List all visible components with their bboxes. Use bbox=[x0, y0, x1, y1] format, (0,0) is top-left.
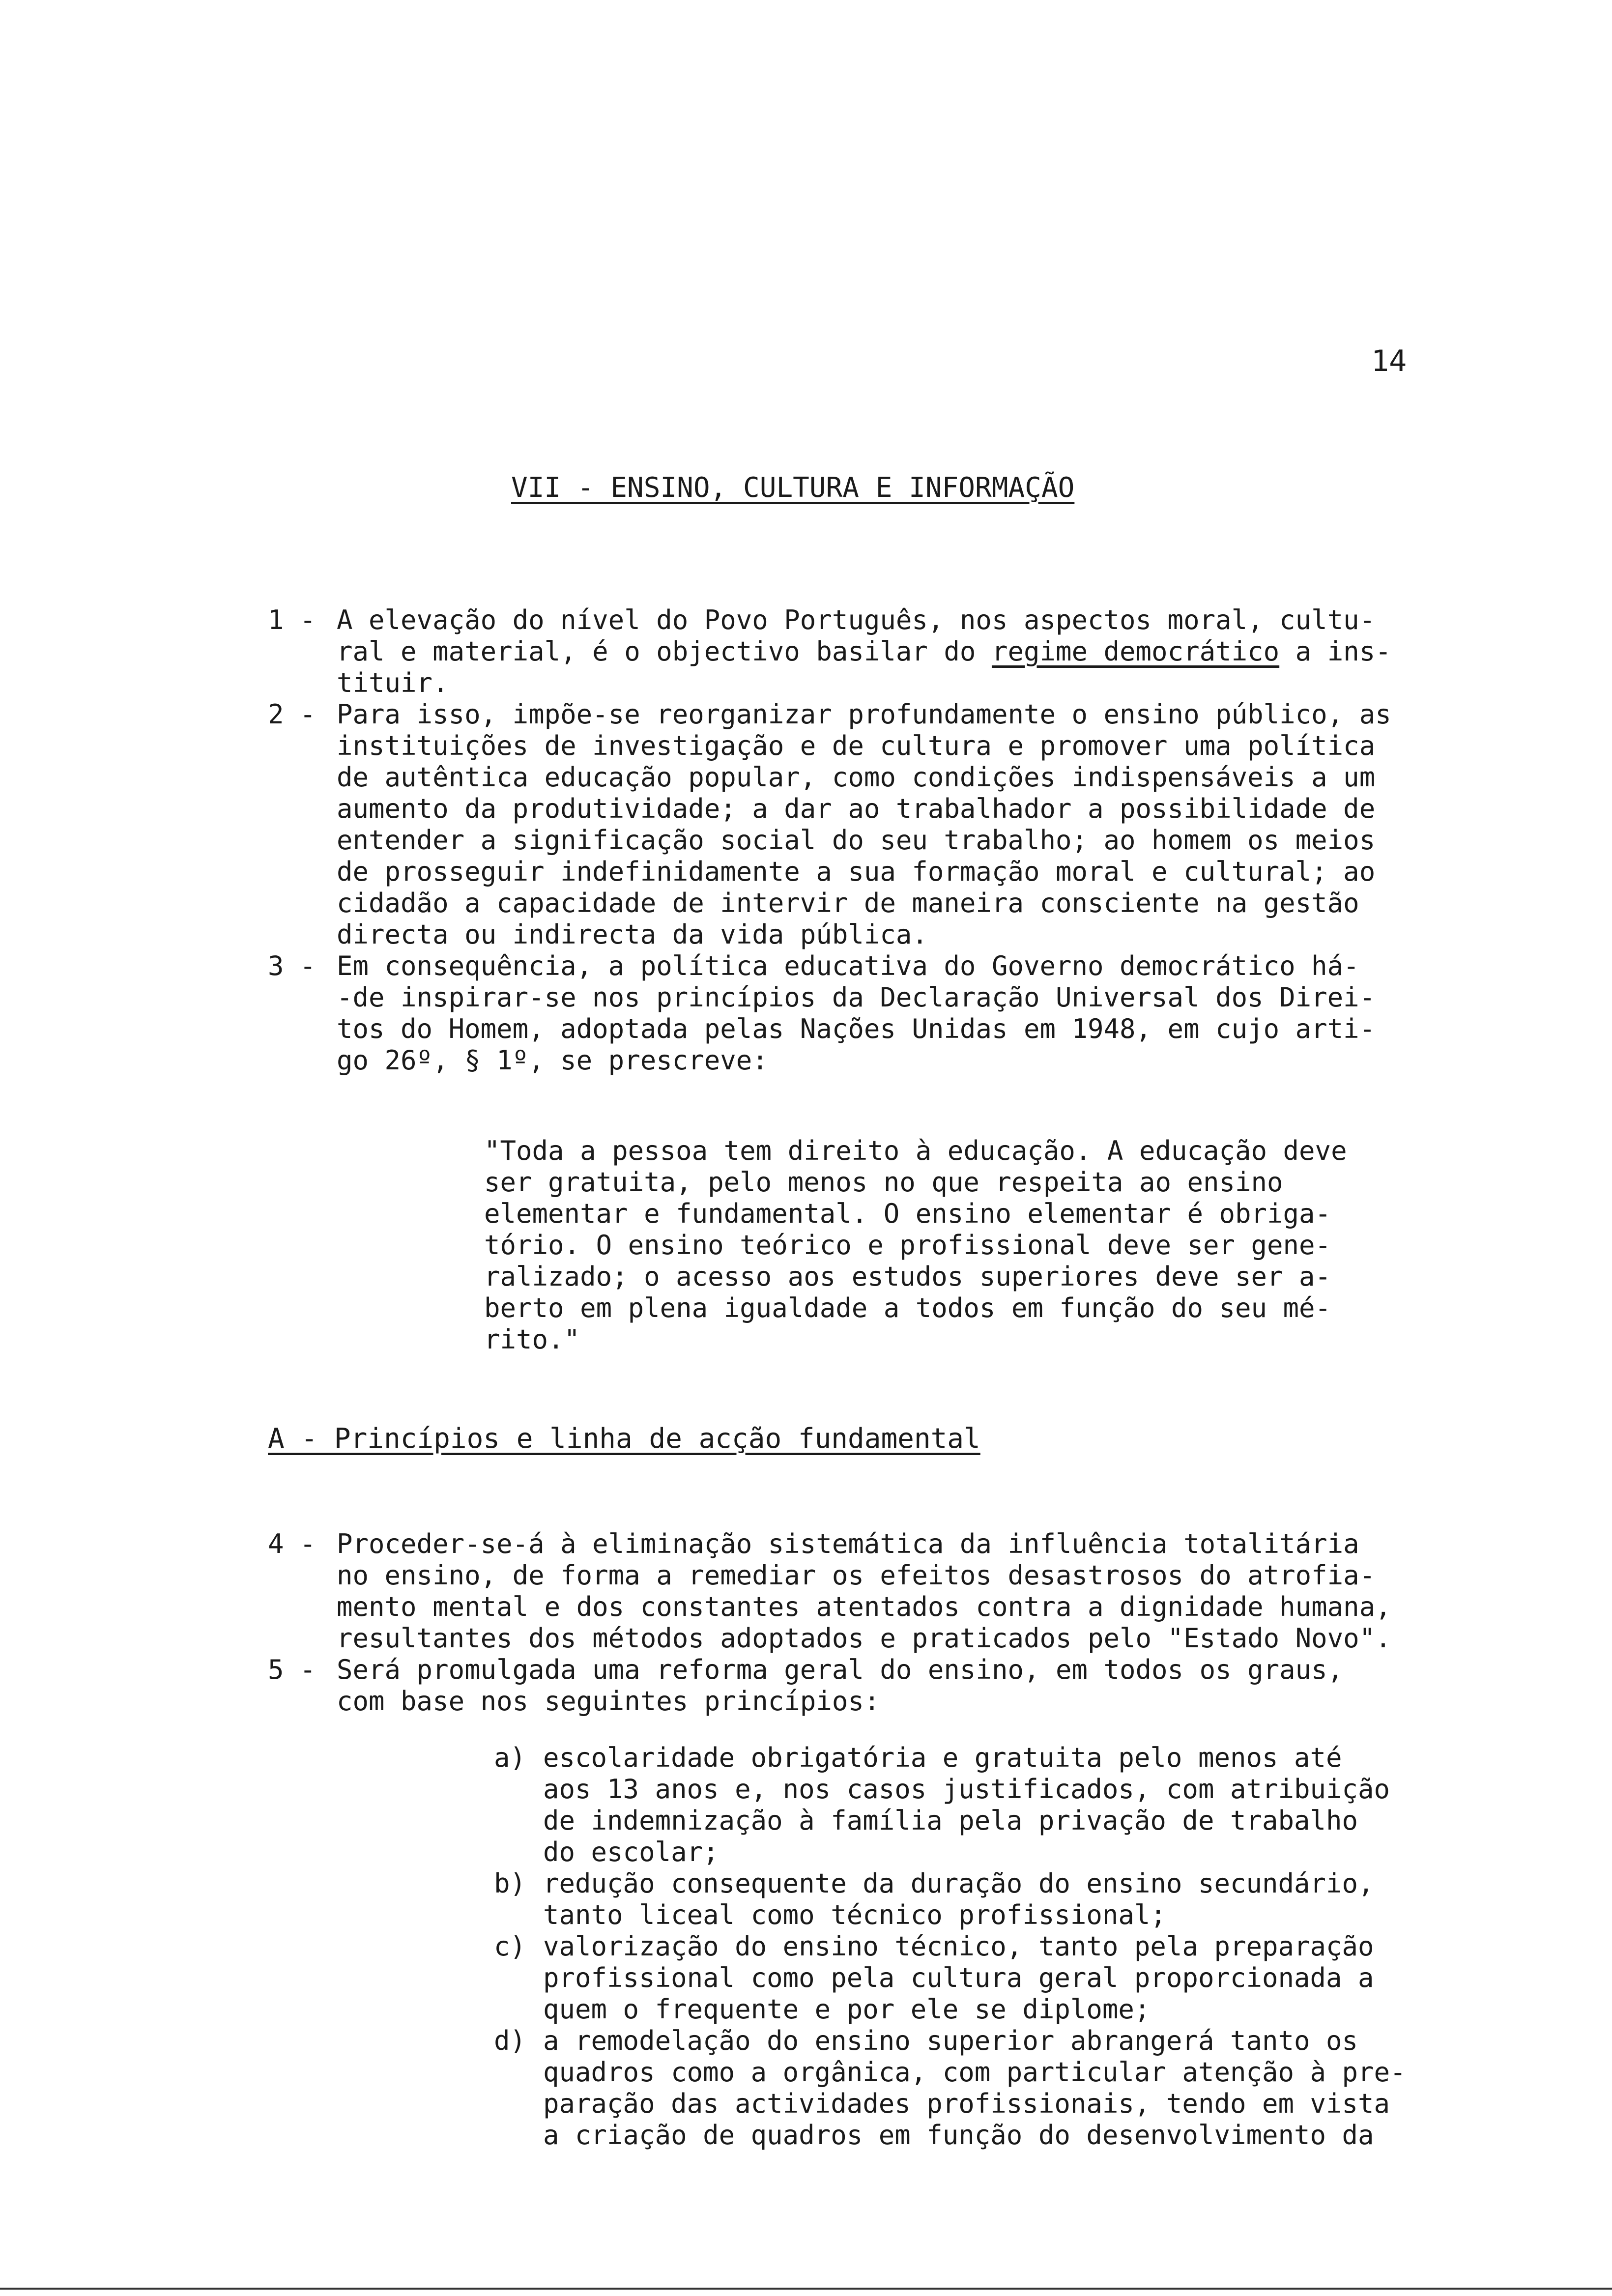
paragraph-line bbox=[268, 1560, 1391, 1591]
list-item-line bbox=[494, 2088, 1406, 2120]
list-item-line bbox=[494, 1868, 1406, 1899]
list-item-line bbox=[494, 1805, 1406, 1837]
paragraph-text: a ins- bbox=[1279, 636, 1391, 667]
paragraph-text: go 26º, § 1º, se prescreve: bbox=[337, 1045, 768, 1076]
quote-line: berto em plena igualdade a todos em função do seu mé- bbox=[484, 1292, 1331, 1323]
bottom-rule bbox=[0, 2288, 1612, 2290]
paragraph-line bbox=[268, 888, 1391, 919]
paragraph-number: 2 - bbox=[268, 699, 316, 730]
list-item-line bbox=[494, 1994, 1406, 2025]
paragraph-text: Será promulgada uma reforma geral do ensino, em todos os graus, bbox=[337, 1654, 1344, 1685]
quote-line: ser gratuita, pelo menos no que respeita ao ensino bbox=[484, 1167, 1283, 1198]
list-item-text: escolaridade obrigatória e gratuita pelo menos até bbox=[543, 1742, 1342, 1773]
list-item-line bbox=[494, 1837, 1406, 1868]
list-item-text: redução consequente da duração do ensino secundário, bbox=[543, 1868, 1374, 1899]
list-item-line bbox=[494, 2120, 1406, 2151]
list-item-text: de indemnização à família pela privação de trabalho bbox=[543, 1805, 1358, 1836]
principles-list bbox=[494, 1742, 1406, 2151]
underlined-phrase: regime democrático bbox=[991, 636, 1280, 667]
paragraph-line bbox=[268, 825, 1391, 856]
page-number: 14 bbox=[1371, 344, 1407, 378]
list-item-text: a criação de quadros em função do desenvolvimento da bbox=[543, 2120, 1374, 2151]
quote-line: ralizado; o acesso aos estudos superiores deve ser a- bbox=[484, 1261, 1331, 1292]
intro-paragraphs bbox=[268, 604, 1391, 1076]
list-item-text: quem o frequente e por ele se diplome; bbox=[543, 1994, 1151, 2025]
list-item-label: a) bbox=[494, 1742, 526, 1773]
paragraph-text: Para isso, impõe-se reorganizar profundamente o ensino público, as bbox=[337, 699, 1391, 730]
list-item-line bbox=[494, 2057, 1406, 2088]
paragraph-line bbox=[268, 919, 1391, 950]
paragraph-text: tituir. bbox=[337, 667, 449, 698]
list-item-label: b) bbox=[494, 1868, 526, 1899]
paragraph-text: de prosseguir indefinidamente a sua formação moral e cultural; ao bbox=[337, 856, 1376, 887]
paragraph-line bbox=[268, 1654, 1391, 1686]
list-item-line bbox=[494, 1931, 1406, 1962]
list-item-line bbox=[494, 1899, 1406, 1931]
quote-line: "Toda a pessoa tem direito à educação. A educação deve bbox=[484, 1135, 1347, 1166]
quote-line: rito." bbox=[484, 1324, 580, 1355]
subsection-title: A - Princípios e linha de acção fundamental bbox=[268, 1423, 980, 1455]
paragraph-line bbox=[268, 604, 1391, 636]
paragraph-text: cidadão a capacidade de intervir de maneira consciente na gestão bbox=[337, 888, 1359, 918]
paragraph-line bbox=[268, 762, 1391, 793]
paragraph-line bbox=[268, 1528, 1391, 1560]
list-item-text: quadros como a orgânica, com particular atenção à pre- bbox=[543, 2057, 1406, 2088]
paragraph-text: mento mental e dos constantes atentados contra a dignidade humana, bbox=[337, 1591, 1391, 1622]
paragraph-text: directa ou indirecta da vida pública. bbox=[337, 919, 928, 950]
declaration-quote bbox=[484, 1135, 1347, 1355]
list-item-line bbox=[494, 1962, 1406, 1994]
paragraph-line bbox=[268, 1623, 1391, 1654]
paragraph-line bbox=[268, 730, 1391, 762]
list-item-text: do escolar; bbox=[543, 1837, 719, 1867]
paragraph-text: com base nos seguintes princípios: bbox=[337, 1686, 880, 1717]
paragraph-text: no ensino, de forma a remediar os efeitos desastrosos do atrofia- bbox=[337, 1560, 1376, 1591]
quote-line: tório. O ensino teórico e profissional deve ser gene- bbox=[484, 1230, 1331, 1261]
list-item-text: profissional como pela cultura geral proporcionada a bbox=[543, 1962, 1374, 1993]
paragraph-line bbox=[268, 950, 1391, 982]
paragraph-line bbox=[268, 1591, 1391, 1623]
paragraph-number: 1 - bbox=[268, 604, 316, 635]
paragraph-text: tos do Homem, adoptada pelas Nações Unidas em 1948, em cujo arti- bbox=[337, 1013, 1376, 1044]
paragraph-line bbox=[268, 1045, 1391, 1076]
list-item-line bbox=[494, 1774, 1406, 1805]
paragraph-line bbox=[268, 1686, 1391, 1717]
paragraph-text: entender a significação social do seu trabalho; ao homem os meios bbox=[337, 825, 1376, 856]
paragraph-number: 3 - bbox=[268, 950, 316, 981]
paragraph-text: aumento da produtividade; a dar ao trabalhador a possibilidade de bbox=[337, 793, 1376, 824]
section-title: VII - ENSINO, CULTURA E INFORMAÇÃO bbox=[511, 472, 1075, 504]
list-item-line bbox=[494, 1742, 1406, 1774]
list-item-text: tanto liceal como técnico profissional; bbox=[543, 1899, 1166, 1930]
paragraph-text: Em consequência, a política educativa do Governo democrático há- bbox=[337, 950, 1359, 981]
paragraph-number: 5 - bbox=[268, 1654, 316, 1685]
paragraph-text: -de inspirar-se nos princípios da Declaração Universal dos Direi- bbox=[337, 982, 1376, 1013]
list-item-text: a remodelação do ensino superior abrangerá tanto os bbox=[543, 2025, 1358, 2056]
paragraph-text: ral e material, é o objectivo basilar do bbox=[337, 636, 992, 667]
paragraph-line bbox=[268, 699, 1391, 730]
paragraph-line bbox=[268, 636, 1391, 667]
list-item-text: paração das actividades profissionais, tendo em vista bbox=[543, 2088, 1390, 2119]
paragraph-text: de autêntica educação popular, como condições indispensáveis a um bbox=[337, 762, 1376, 793]
paragraph-text: A elevação do nível do Povo Português, nos aspectos moral, cultu- bbox=[337, 604, 1376, 635]
paragraph-text: resultantes dos métodos adoptados e praticados pelo "Estado Novo". bbox=[337, 1623, 1391, 1654]
list-item-text: valorização do ensino técnico, tanto pela preparação bbox=[543, 1931, 1374, 1962]
principles-paragraphs bbox=[268, 1528, 1391, 1717]
paragraph-line bbox=[268, 793, 1391, 825]
paragraph-text: instituições de investigação e de cultura e promover uma política bbox=[337, 730, 1376, 761]
paragraph-number: 4 - bbox=[268, 1528, 316, 1559]
paragraph-text: Proceder-se-á à eliminação sistemática da influência totalitária bbox=[337, 1528, 1359, 1559]
list-item-line bbox=[494, 2025, 1406, 2057]
paragraph-line bbox=[268, 667, 1391, 699]
paragraph-line bbox=[268, 856, 1391, 888]
paragraph-line bbox=[268, 1013, 1391, 1045]
list-item-label: d) bbox=[494, 2025, 526, 2056]
list-item-text: aos 13 anos e, nos casos justificados, com atribuição bbox=[543, 1774, 1390, 1805]
paragraph-line bbox=[268, 982, 1391, 1013]
list-item-label: c) bbox=[494, 1931, 526, 1962]
quote-line: elementar e fundamental. O ensino elementar é obriga- bbox=[484, 1198, 1331, 1229]
